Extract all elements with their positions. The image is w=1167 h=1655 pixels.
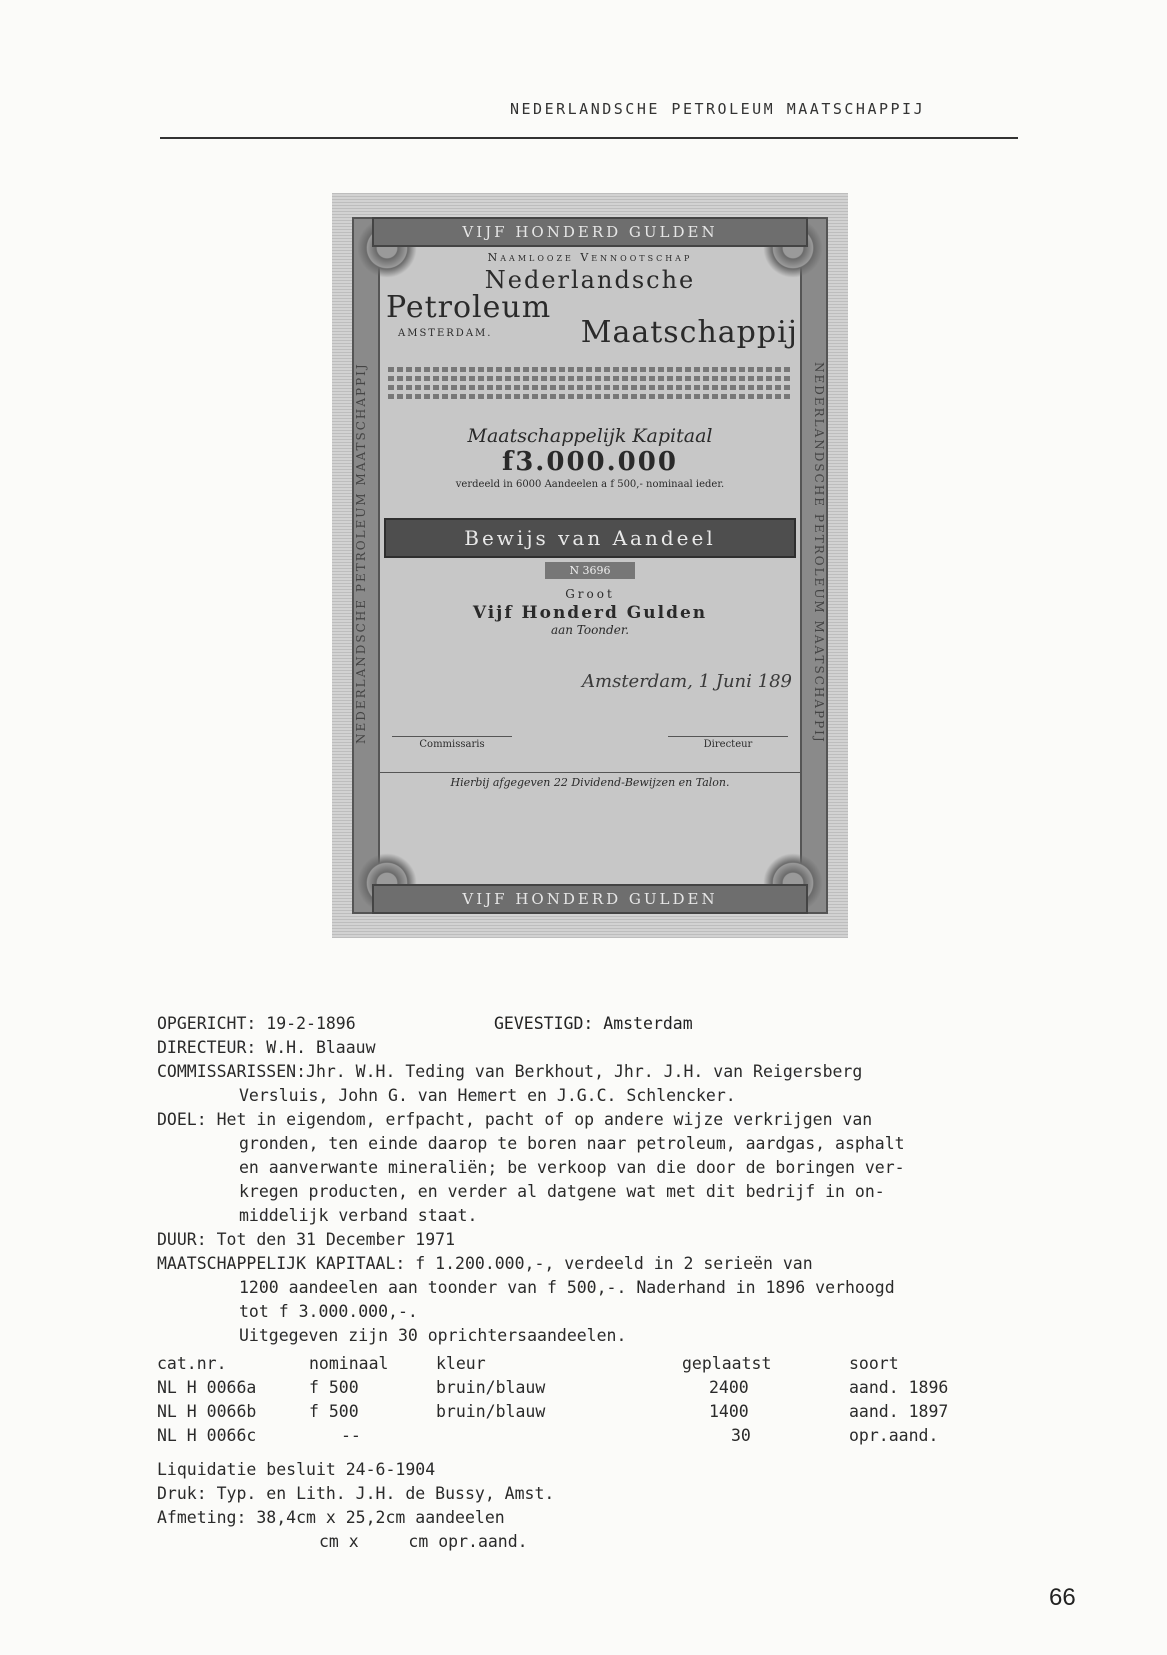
table-header-kleur: kleur: [436, 1354, 486, 1373]
certificate-body: [378, 243, 802, 888]
table-cell-soort: aand. 1897: [849, 1402, 949, 1421]
table-cell-geplaatst: 2400: [709, 1378, 749, 1397]
table-header-geplaatst: geplaatst: [682, 1354, 772, 1373]
certificate-capital-division: verdeeld in 6000 Aandeelen a f 500,- nominaal ieder.: [455, 479, 725, 490]
certificate-capital-amount: f3.000.000: [502, 447, 678, 477]
certificate-side-text-right: NEDERLANDSCHE PETROLEUM MAATSCHAPPIJ: [812, 362, 826, 744]
certificate-signature-row: [392, 736, 788, 750]
info-commissarissen-1: COMMISSARISSEN:Jhr. W.H. Teding van Berkhout, Jhr. J.H. van Reigersberg: [157, 1062, 863, 1081]
info-doel-4: kregen producten, en verder al datgene wat met dit bedrijf in on-: [239, 1182, 885, 1201]
table-cell-soort: aand. 1896: [849, 1378, 949, 1397]
table-header-nominaal: nominaal: [309, 1354, 389, 1373]
table-cell-kleur: bruin/blauw: [436, 1402, 546, 1421]
certificate-band-bottom: VIJF HONDERD GULDEN: [372, 884, 808, 914]
header-rule: [160, 137, 1018, 139]
certificate-number: N 3696: [545, 562, 634, 579]
certificate-city: AMSTERDAM.: [398, 328, 493, 339]
info-kapitaal-1: MAATSCHAPPELIJK KAPITAAL: f 1.200.000,-, verdeeld in 2 serieën van: [157, 1254, 813, 1273]
certificate-side-text-left: NEDERLANDSCHE PETROLEUM MAATSCHAPPIJ: [354, 362, 368, 744]
table-cell-catnr: NL H 0066a: [157, 1378, 257, 1397]
certificate-name-line-1: Nederlandsche: [484, 266, 696, 294]
info-doel-2: gronden, ten einde daarop te boren naar petroleum, aardgas, asphalt: [239, 1134, 905, 1153]
table-cell-nominaal: f 500: [309, 1378, 359, 1397]
info-duur: DUUR: Tot den 31 December 1971: [157, 1230, 456, 1249]
company-info: [157, 1012, 905, 1348]
table-cell-catnr: NL H 0066c: [157, 1426, 257, 1445]
footer-afmeting-2: cm x cm opr.aand.: [319, 1532, 528, 1551]
certificate-company-type: Naamlooze Vennootschap: [487, 251, 693, 264]
certificate-band-top: VIJF HONDERD GULDEN: [372, 217, 808, 247]
table-header-catnr: cat.nr.: [157, 1354, 227, 1373]
share-certificate-image: [332, 193, 848, 938]
info-kapitaal-4: Uitgegeven zijn 30 oprichtersaandeelen.: [239, 1326, 627, 1345]
certificate-name-line-2: Petroleum: [386, 290, 552, 325]
certificate-value: Vijf Honderd Gulden: [472, 603, 708, 623]
page-number: 66: [1049, 1584, 1076, 1611]
info-doel-5: middelijk verband staat.: [239, 1206, 478, 1225]
info-gevestigd: GEVESTIGD: Amsterdam: [494, 1014, 693, 1033]
page-header-title: NEDERLANDSCHE PETROLEUM MAATSCHAPPIJ: [510, 100, 926, 118]
table-cell-geplaatst: 30: [731, 1426, 751, 1445]
info-directeur: DIRECTEUR: W.H. Blaauw: [157, 1038, 376, 1057]
table-cell-kleur: bruin/blauw: [436, 1378, 546, 1397]
info-opgericht: OPGERICHT: 19-2-1896: [157, 1014, 356, 1033]
table-cell-nominaal: f 500: [309, 1402, 359, 1421]
footer-liquidatie: Liquidatie besluit 24-6-1904: [157, 1460, 436, 1479]
info-commissarissen-2: Versluis, John G. van Hemert en J.G.C. Schlencker.: [239, 1086, 736, 1105]
certificate-groot: Groot: [565, 587, 615, 601]
table-cell-catnr: NL H 0066b: [157, 1402, 257, 1421]
certificate-title-banner: Bewijs van Aandeel: [384, 518, 796, 558]
certificate-name-line-3: Maatschappij: [580, 315, 798, 350]
certificate-coupons-note: Hierbij afgegeven 22 Dividend-Bewijzen en Talon.: [378, 772, 802, 789]
footer-notes: [157, 1458, 554, 1554]
certificate-bearer: aan Toonder.: [550, 623, 630, 637]
table-cell-soort: opr.aand.: [849, 1426, 939, 1445]
certificate-fine-print: [388, 367, 792, 399]
table-cell-nominaal: --: [341, 1426, 361, 1445]
table-cell-geplaatst: 1400: [709, 1402, 749, 1421]
info-kapitaal-3: tot f 3.000.000,-.: [239, 1302, 418, 1321]
info-doel-1: DOEL: Het in eigendom, erfpacht, pacht of op andere wijze verkrijgen van: [157, 1110, 873, 1129]
footer-druk: Druk: Typ. en Lith. J.H. de Bussy, Amst.: [157, 1484, 555, 1503]
certificate-capital-label: Maatschappelijk Kapitaal: [467, 425, 713, 447]
signature-directeur: Directeur: [668, 736, 788, 750]
info-kapitaal-2: 1200 aandeelen aan toonder van f 500,-. Naderhand in 1896 verhoogd: [239, 1278, 895, 1297]
table-header-soort: soort: [849, 1354, 899, 1373]
footer-afmeting-1: Afmeting: 38,4cm x 25,2cm aandeelen: [157, 1508, 505, 1527]
info-doel-3: en aanverwante mineraliën; be verkoop van die door de boringen ver-: [239, 1158, 905, 1177]
signature-commissaris: Commissaris: [392, 736, 512, 750]
certificate-place-date: Amsterdam, 1 Juni 189: [582, 671, 792, 692]
